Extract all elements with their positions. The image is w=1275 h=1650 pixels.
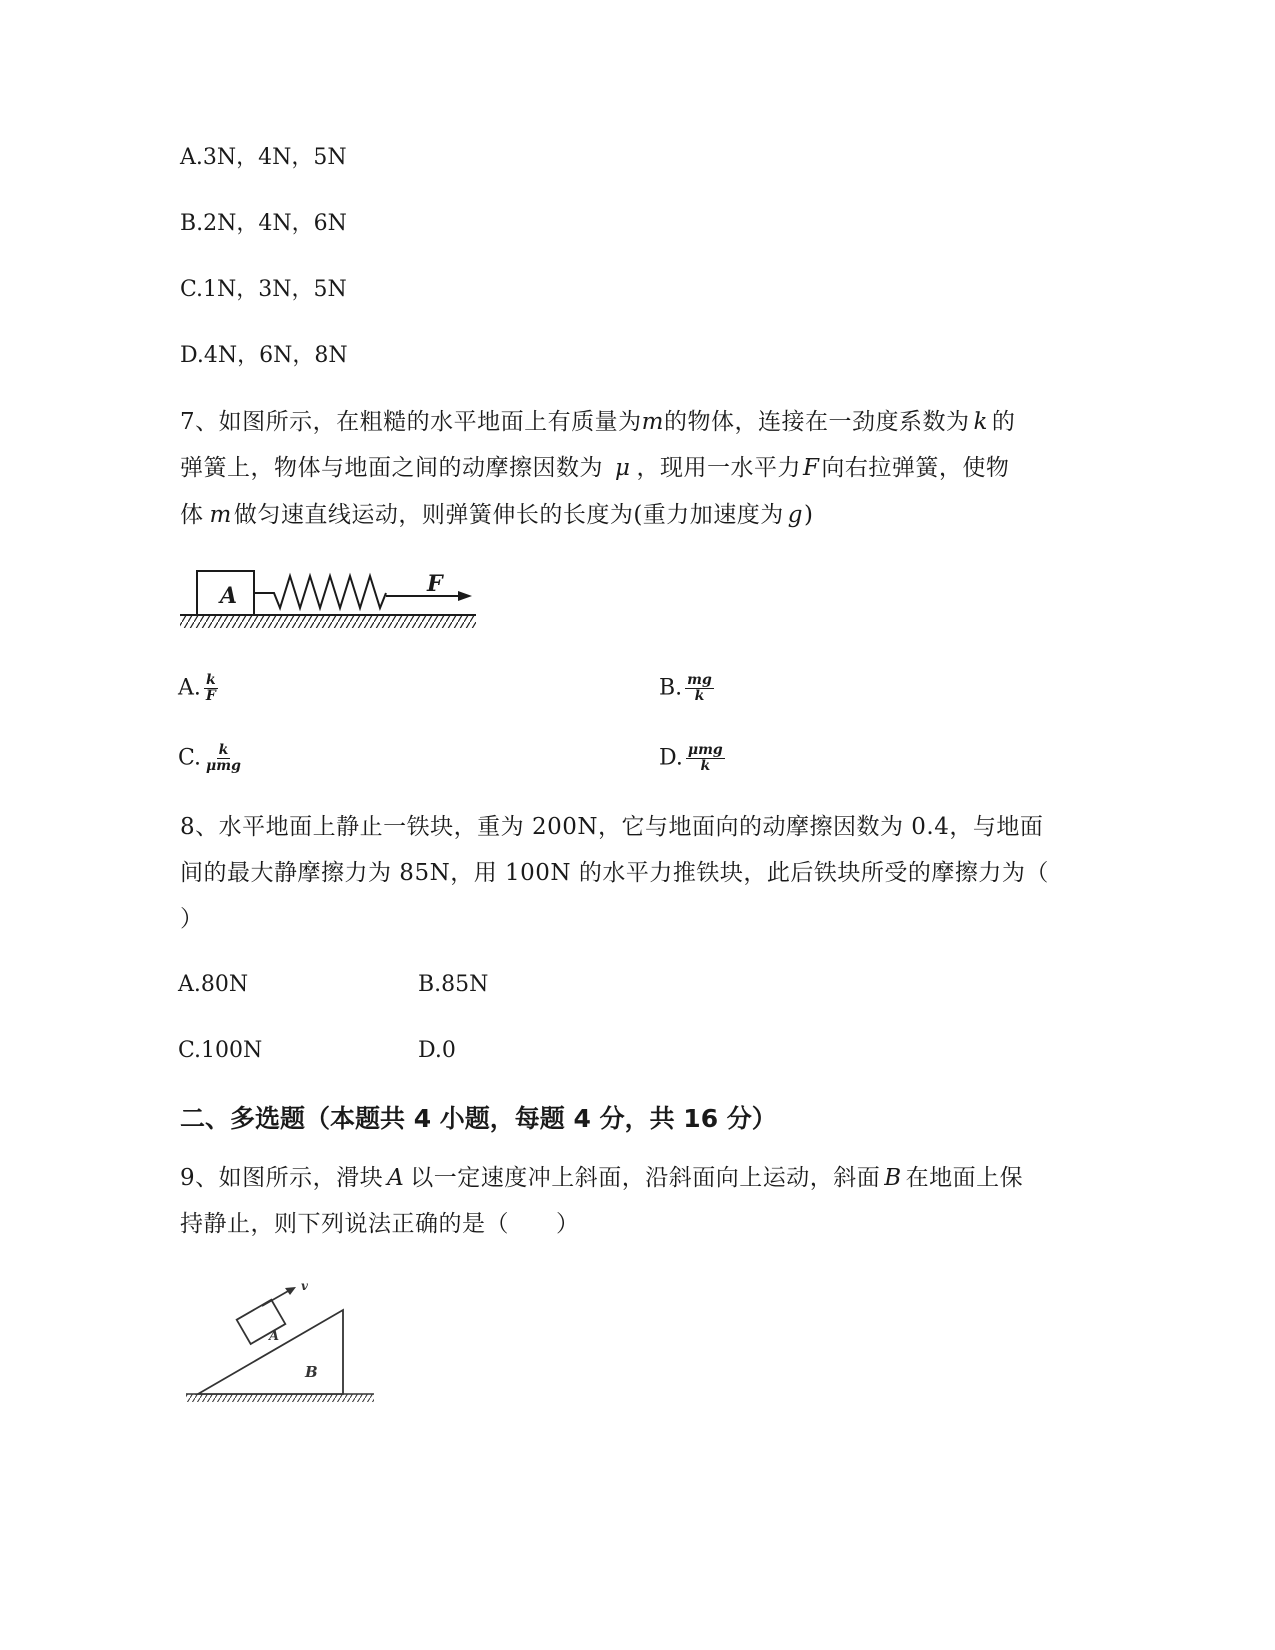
q7-text: 的物体，连接在一劲度系数为 — [663, 409, 970, 435]
fraction-numerator: mg — [687, 672, 712, 688]
q9-text: 以一定速度冲上斜面，沿斜面向上运动，斜面 — [410, 1165, 881, 1191]
section-heading: 二、多选题（本题共 4 小题，每题 4 分，共 16 分） — [180, 1104, 777, 1133]
q8-option-d: D.0 — [418, 1038, 456, 1063]
q8-option-c: C.100N — [178, 1038, 263, 1063]
q9-figure — [180, 1270, 380, 1410]
q7-stem-line3 — [180, 500, 814, 530]
q7-option-b-prefix: B. — [659, 675, 683, 701]
q9-stem-line2: 持静止，则下列说法正确的是（ ） — [180, 1211, 580, 1237]
q7-option-b — [659, 673, 714, 704]
q7-var-m: m — [641, 409, 664, 435]
q7-option-c — [178, 743, 243, 774]
fraction-denominator: k — [694, 688, 705, 704]
q8-option-a: A.80N — [178, 972, 249, 997]
q7-var-k: k — [973, 409, 988, 435]
q8-stem-line1: 8、水平地面上静止一铁块，重为 200N，它与地面向的动摩擦因数为 0.4，与地面 — [180, 814, 1044, 840]
q7-text: 7、如图所示，在粗糙的水平地面上有质量为 — [180, 409, 642, 435]
q9-block-label: A — [269, 1329, 280, 1344]
q9-var-b: B — [884, 1165, 902, 1191]
q9-velocity-arrow — [262, 1290, 290, 1306]
q7-option-a — [178, 673, 218, 704]
fraction-numerator: k — [206, 672, 216, 688]
q7-text: 做匀速直线运动，则弹簧伸长的长度为(重力加速度为 — [233, 502, 784, 528]
q9-stem-line1 — [180, 1163, 1023, 1193]
q8-option-b: B.85N — [418, 972, 489, 997]
q7-option-c-fraction — [204, 743, 243, 774]
q9-velocity-label: v — [301, 1279, 308, 1293]
q7-option-b-fraction — [685, 673, 714, 704]
q6-option-c: C.1N，3N，5N — [180, 277, 347, 302]
q6-option-a: A.3N，4N，5N — [180, 145, 347, 170]
q9-ground-hatch — [186, 1394, 374, 1402]
q7-option-d — [659, 743, 725, 774]
q7-option-c-prefix: C. — [178, 745, 202, 771]
q7-text: 弹簧上，物体与地面之间的动摩擦因数为 — [180, 455, 603, 481]
q7-var-m: m — [209, 502, 232, 528]
q7-text: ，现用一水平力 — [636, 455, 801, 481]
q9-text: 9、如图所示，滑块 — [180, 1165, 384, 1191]
q8-stem-line2: 间的最大静摩擦力为 85N，用 100N 的水平力推铁块，此后铁块所受的摩擦力为（ — [180, 860, 1049, 886]
q7-text: 体 — [180, 502, 204, 528]
fraction-denominator: k — [700, 758, 711, 774]
q7-text: 向右拉弹簧，使物 — [821, 455, 1010, 481]
fraction-numerator: k — [218, 742, 229, 758]
q7-option-d-fraction — [686, 743, 725, 774]
fraction-numerator: μmg — [687, 742, 723, 758]
q7-stem-line1 — [180, 407, 1015, 437]
q9-var-a: A — [387, 1165, 405, 1191]
q7-spring — [254, 576, 386, 608]
q7-text: 的 — [991, 409, 1016, 435]
q7-text: ) — [804, 502, 814, 528]
q7-stem-line2 — [180, 453, 1009, 483]
q7-var-mu: μ — [615, 455, 631, 481]
q7-force-label: F — [427, 571, 443, 597]
q7-option-d-prefix: D. — [659, 745, 683, 771]
fraction-denominator: μmg — [206, 758, 241, 774]
fraction-denominator: F — [205, 688, 216, 704]
q7-ground-hatch — [180, 616, 476, 628]
q7-block-a-label: A — [220, 583, 238, 609]
q7-figure — [176, 562, 480, 634]
q6-option-d: D.4N，6N，8N — [180, 343, 348, 368]
q9-text: 在地面上保 — [905, 1165, 1024, 1191]
q6-option-b: B.2N，4N，6N — [180, 211, 347, 236]
q7-option-a-fraction — [204, 673, 218, 704]
q9-incline-label: B — [305, 1363, 318, 1381]
q7-option-a-prefix: A. — [178, 675, 201, 701]
q7-force-arrowhead — [458, 591, 472, 601]
q7-var-g: g — [787, 502, 804, 528]
q8-stem-line3: ） — [180, 906, 204, 932]
q7-var-f: F — [802, 455, 820, 481]
